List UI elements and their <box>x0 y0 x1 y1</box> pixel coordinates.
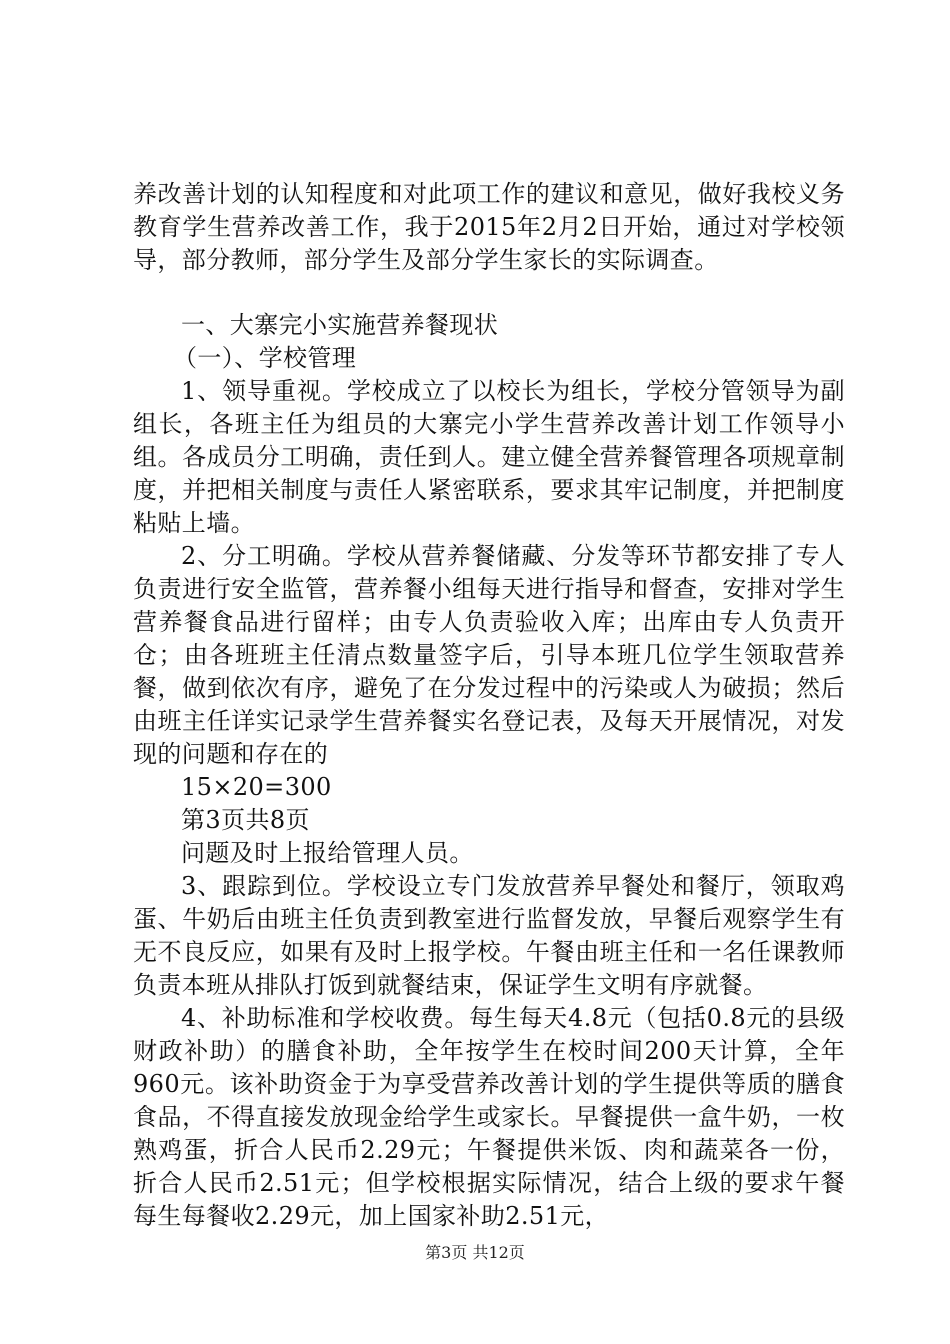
paragraph-division: 2、分工明确。学校从营养餐储藏、分发等环节都安排了专人负责进行安全监管，营养餐小组每天进行指导和督查，安排对学生营养餐食品进行留样；由专人负责验收入库；出库由专人负责开仓；由各班班主任清点数量签字后，引导本班几位学生领取营养餐，做到依次有序，避免了在分发过程中的污染或人为破损；然后由班主任详实记录学生营养餐实名登记表，及每天开展情况，对发现的问题和存在的 <box>133 542 845 768</box>
paragraph-subsidy: 4、补助标准和学校收费。每生每天4.8元（包括0.8元的县级财政补助）的膳食补助，全年按学生在校时间200天计算，全年960元。该补助资金于为享受营养改善计划的学生提供等质的膳食食品，不得直接发放现金给学生或家长。早餐提供一盒牛奶，一枚熟鸡蛋，折合人民币2.29元；午餐提供米饭、肉和蔬菜各一份，折合人民币2.51元；但学校根据实际情况，结合上级的要求午餐每生每餐收2.29元，加上国家补助2.51元， <box>133 1004 845 1230</box>
paragraph-intro: 养改善计划的认知程度和对此项工作的建议和意见，做好我校义务教育学生营养改善工作，我于2015年2月2日开始，通过对学校领导，部分教师，部分学生及部分学生家长的实际调查。 <box>133 180 845 274</box>
paragraph-gap <box>133 277 845 309</box>
paragraph-division-continued: 问题及时上报给管理人员。 <box>181 839 474 867</box>
inner-page-note: 第3页共8页 <box>181 806 310 834</box>
section-heading: 一、大寨完小实施营养餐现状 <box>181 311 499 339</box>
paragraph-leadership: 1、领导重视。学校成立了以校长为组长，学校分管领导为副组长，各班主任为组员的大寨完小学生营养改善计划工作领导小组。各成员分工明确，责任到人。建立健全营养餐管理各项规章制度，并把相关制度与责任人紧密联系，要求其牢记制度，并把制度粘贴上墙。 <box>133 377 845 537</box>
grid-note: 15×20=300 <box>181 773 332 801</box>
paragraph-tracking: 3、跟踪到位。学校设立专门发放营养早餐处和餐厅，领取鸡蛋、牛奶后由班主任负责到教室进行监督发放，早餐后观察学生有无不良反应，如果有及时上报学校。午餐由班主任和一名任课教师负责本班从排队打饭到就餐结束，保证学生文明有序就餐。 <box>133 872 845 999</box>
document-body <box>133 178 845 1233</box>
subsection-heading: （一）、学校管理 <box>173 344 357 372</box>
page-footer: 第3页 共12页 <box>425 1243 525 1262</box>
